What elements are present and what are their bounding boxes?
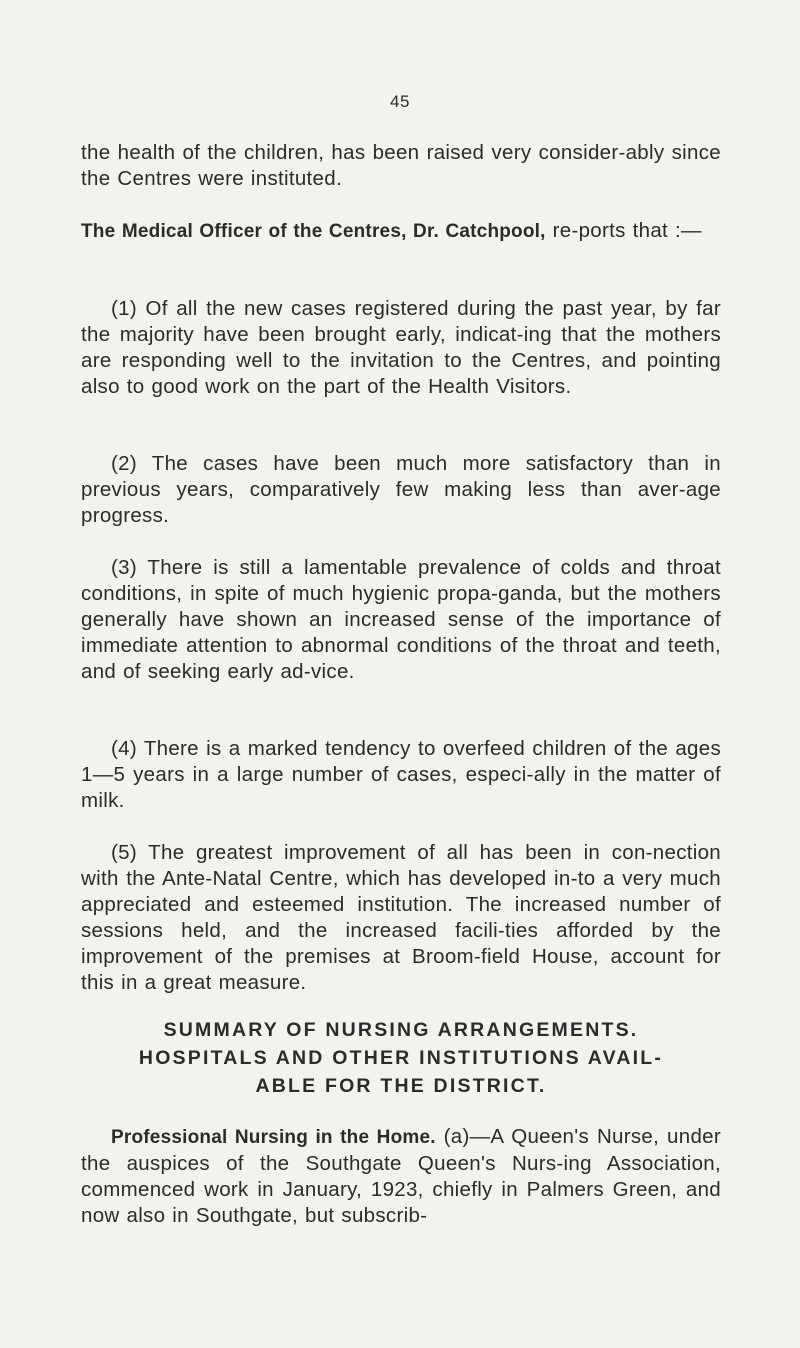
paragraph-point-1: (1) Of all the new cases registered during the past year, by far the majority have been brought early, indicat-ing that the mothers are responding well to the invitation to the Centres, and pointing also to good work on the part of the Health Visitors.	[81, 297, 721, 398]
paragraph-professional-nursing	[81, 1124, 721, 1229]
medical-officer-rest: re-ports that :—	[545, 219, 702, 242]
paragraph-continuation: the health of the children, has been raised very consider-ably since the Centres were instituted.	[81, 141, 721, 190]
paragraph-point-2: (2) The cases have been much more satisfactory than in previous years, comparatively few making less than aver-age progress.	[81, 452, 721, 527]
paragraph-point-4: (4) There is a marked tendency to overfeed children of the ages 1—5 years in a large number of cases, especi-ally in the matter of milk.	[81, 737, 721, 812]
professional-nursing-rest: (a)—A Queen's Nurse, under the auspices of the Southgate Queen's Nurs-ing Association, commenced work in January, 1923, chiefly in Palmers Green, and now also in Southgate, but subscrib-	[81, 1125, 721, 1227]
paragraph-point-5: (5) The greatest improvement of all has been in con-nection with the Ante-Natal Centre, which has developed in-to a very much appreciated and esteemed institution. The increased number of sessions held, and the increased facili-ties afforded by the improvement of the premises at Broom-field House, account for this in a great measure.	[81, 841, 721, 994]
paragraph-medical-officer	[81, 218, 721, 245]
heading-line-2: HOSPITALS AND OTHER INSTITUTIONS AVAIL-	[138, 1047, 664, 1069]
paragraph-point-3: (3) There is still a lamentable prevalence of colds and throat conditions, in spite of much hygienic propa-ganda, but the mothers generally have shown an increased sense of the importance of immediate attention to abnormal conditions of the throat and teeth, and of seeking early ad-vice.	[81, 556, 721, 683]
professional-nursing-lead: Professional Nursing in the Home.	[111, 1127, 436, 1148]
heading-line-3: ABLE FOR THE DISTRICT.	[255, 1075, 547, 1097]
page-number: 45	[390, 92, 410, 111]
medical-officer-lead: The Medical Officer of the Centres, Dr. Catchpool,	[81, 221, 546, 242]
section-heading	[81, 1016, 721, 1100]
heading-line-1: SUMMARY OF NURSING ARRANGEMENTS.	[163, 1019, 639, 1041]
